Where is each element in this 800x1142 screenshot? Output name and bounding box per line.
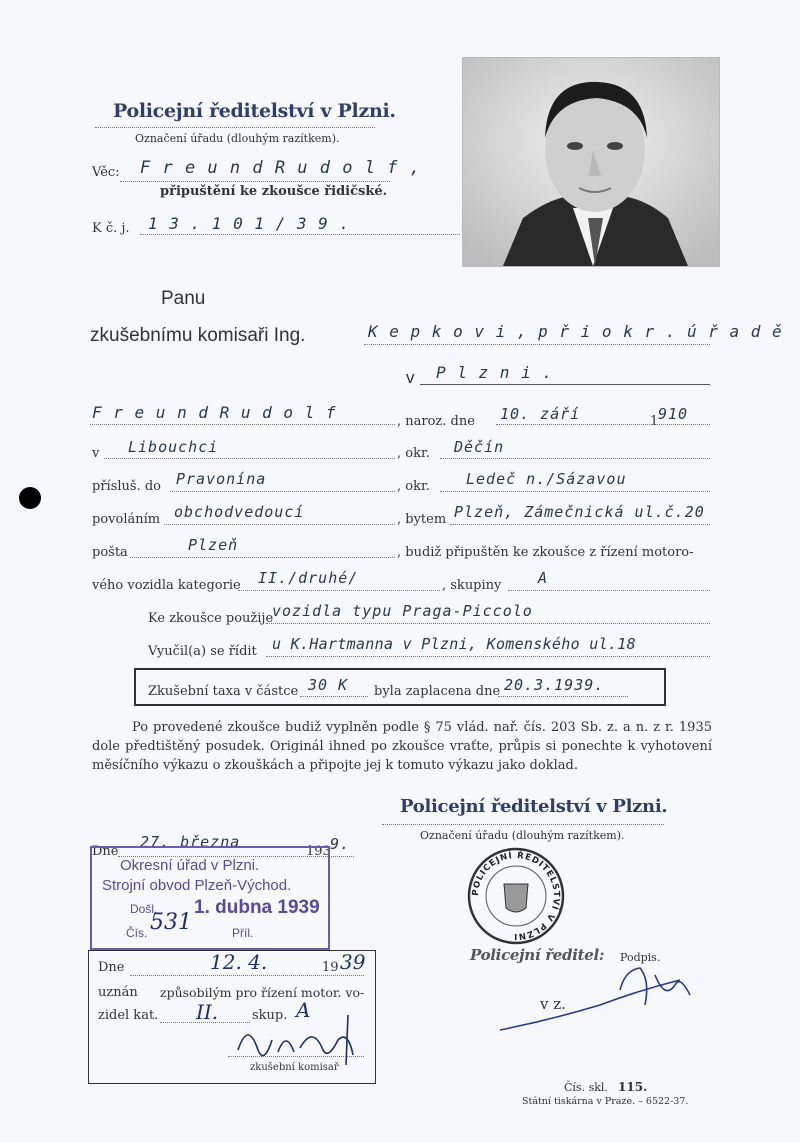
vec-line: [120, 181, 390, 182]
post-office-line: [130, 557, 395, 558]
vehicle: vozidla typu Praga-Piccolo: [272, 602, 533, 620]
vec-label: Věc:: [92, 165, 120, 180]
result-year-value: 39: [340, 950, 366, 974]
domicile: Pravonína: [176, 470, 267, 488]
group: A: [538, 569, 549, 587]
dne-year-prefix: 193: [306, 844, 331, 859]
office-stamp-signature: Policejní ředitelství v Plzni.: [400, 796, 668, 817]
form-number-label: Čís. skl.: [564, 1081, 608, 1094]
received-dosl-label: Došl.: [130, 902, 158, 916]
form-number-value: 115.: [618, 1080, 648, 1094]
addressee-place: P l z n i .: [436, 363, 553, 382]
applicant-name: F r e u n d R u d o l f: [92, 403, 337, 422]
received-cis-label: Čís.: [126, 926, 148, 940]
occupation: obchodvedoucí: [174, 503, 305, 521]
uznan-label: uznán: [98, 985, 138, 1000]
received-stamp-line2: Strojní obvod Plzeň-Východ.: [102, 877, 292, 894]
instructions-text: Po provedené zkoušce budiž vyplněn podle § 75 vlád. nař. čís. 203 Sb. z. a n. z r. 1935 dole předtištěný posudek. Originál ihned po zkoušce vraťte, průpis si ponechte k vyhotovení měsíčního výkazu o zkouškách a připojte jej k tomuto výkazu jako doklad.: [92, 720, 712, 773]
birth-line: [496, 424, 710, 425]
received-dosl-date: 1. dubna 1939: [194, 897, 320, 918]
addressee-v-label: v: [406, 368, 415, 387]
received-cis-value: 531: [150, 910, 192, 935]
skupiny-label: , skupiny: [442, 578, 502, 593]
birthplace: Libouchci: [128, 438, 219, 456]
okr-label: , okr.: [397, 446, 430, 461]
dne-year-suffix: 9.: [330, 835, 351, 853]
vehicle-use-label: Ke zkoušce použije: [148, 611, 274, 626]
domicile-district-line: [440, 491, 710, 492]
office-caption: Označení úřadu (dlouhým razítkem).: [135, 132, 340, 145]
povolanim-label: povoláním: [92, 512, 161, 527]
instructor: u K.Hartmanna v Plzni, Komenského ul.18: [272, 635, 636, 653]
domicile-district: Ledeč n./Sázavou: [466, 470, 627, 488]
fee-value: 30 K: [308, 676, 349, 694]
vehicle-line: [266, 623, 710, 624]
paid-date: 20.3.1939.: [504, 676, 605, 694]
dne-label: Dne: [92, 844, 119, 859]
fee-label: Zkušební taxa v částce: [148, 684, 299, 699]
learned-label: Vyučil(a) se řídit: [148, 644, 257, 659]
punch-hole: [19, 487, 41, 509]
prislus-label: přísluš. do: [92, 479, 161, 494]
birth-district: Děčín: [454, 438, 505, 456]
commissioner-name: K e p k o v i , p ř i o k r . ú ř a d ě: [368, 322, 783, 341]
category-line: [238, 590, 440, 591]
bytem-label: , bytem: [397, 512, 447, 527]
skup-label: skup.: [252, 1008, 288, 1023]
director-signature: [490, 950, 710, 1040]
kcj-value: 1 3 . 1 0 1 / 3 9 .: [148, 214, 351, 233]
printer-line: Státní tiskárna v Praze. – 6522-37.: [522, 1096, 689, 1107]
addressee-line1: Panu: [161, 288, 206, 309]
birth-district-line: [440, 458, 710, 459]
signature-stamp-line: [382, 824, 664, 825]
result-dne-line: [130, 975, 364, 976]
residence: Plzeň, Zámečnická ul.č.20: [454, 503, 705, 521]
domicile-line: [170, 491, 395, 492]
kcj-label: K č. j.: [92, 221, 130, 236]
residence-line: [450, 524, 710, 525]
post-office: Plzeň: [188, 536, 239, 554]
naroz-label: , naroz. dne: [397, 414, 475, 429]
birthplace-line: [104, 458, 395, 459]
v-label: v: [92, 446, 100, 461]
okr2-label: , okr.: [397, 479, 430, 494]
vec-subject: připuštění ke zkoušce řidičské.: [160, 184, 388, 199]
birth-year-prefix: 1: [650, 414, 659, 429]
round-seal: [466, 846, 566, 946]
received-pril-label: Příl.: [232, 926, 254, 940]
applicant-line: [90, 424, 395, 425]
birth-date: 10. září: [500, 405, 581, 423]
commissioner-line: [364, 344, 710, 345]
director-label: Policejní ředitel:: [470, 946, 605, 964]
instructor-line: [266, 656, 710, 657]
paid-label: byla zaplacena dne: [374, 684, 501, 699]
commissioner-signature: [228, 1010, 378, 1070]
header-stamp-line: [95, 127, 375, 128]
posta-label: pošta: [92, 545, 128, 560]
pripusten-text: , budiž připuštěn ke zkoušce z řízení motoro-: [397, 545, 694, 560]
vehicle-category: II./druhé/: [258, 569, 359, 587]
applicant-photo: [462, 57, 720, 267]
zidel-label: zidel kat.: [98, 1008, 159, 1023]
kat-value: II.: [196, 1000, 219, 1024]
vehicle-category-label: vého vozidla kategorie: [92, 578, 241, 593]
office-stamp-header: Policejní ředitelství v Plzni.: [113, 100, 396, 122]
place-line: [420, 384, 710, 385]
received-stamp-line1: Okresní úřad v Plzni.: [120, 857, 260, 874]
occupation-line: [164, 524, 395, 525]
result-dne-value: 12. 4.: [210, 950, 268, 974]
commissioner-sign-line: [228, 1056, 364, 1057]
group-line: [508, 590, 710, 591]
signature-office-caption: Označení úřadu (dlouhým razítkem).: [420, 829, 625, 842]
skup-value: A: [296, 998, 311, 1022]
portrait-image: [463, 58, 719, 266]
result-dne-label: Dne: [98, 960, 125, 975]
paid-line: [498, 696, 628, 697]
addressee-line2: zkušebnímu komisaři Ing.: [90, 325, 306, 346]
uznan-value: způsobilým pro řízení motor. vo-: [160, 985, 365, 1000]
birth-year: 910: [658, 405, 689, 423]
dne-value: 27. března: [140, 833, 241, 851]
vec-name: F r e u n d R u d o l f ,: [140, 158, 421, 178]
podpis-label: Podpis.: [620, 951, 661, 964]
commissioner-caption: zkušební komisař: [250, 1062, 339, 1073]
kcj-line: [140, 234, 460, 235]
fee-line: [300, 696, 368, 697]
vz-label: v z.: [540, 995, 566, 1013]
seal-ring-text: POLICEJNÍ ŘEDITELSTVÍ V PLZNI: [470, 850, 562, 942]
result-year-prefix: 19: [322, 960, 339, 975]
